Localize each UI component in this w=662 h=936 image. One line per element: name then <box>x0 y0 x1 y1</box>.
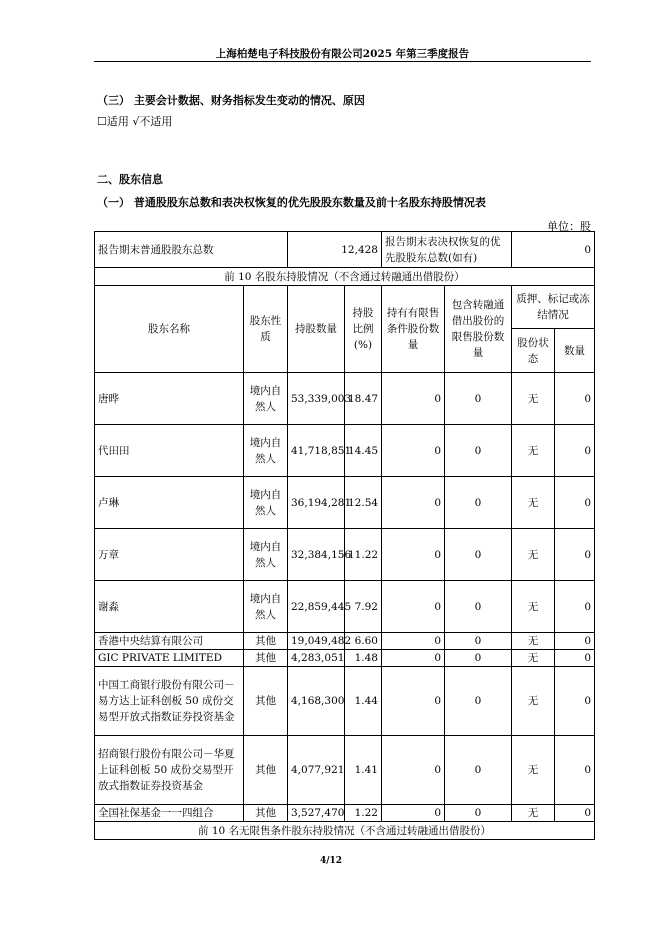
pledge-status: 无 <box>512 805 555 822</box>
pledge-quantity: 0 <box>555 805 595 822</box>
holding-ratio: 18.47 <box>345 373 382 425</box>
shareholder-row <box>95 477 595 529</box>
preferred-shareholders-label: 报告期末表决权恢复的优先股股东总数(如有) <box>382 232 512 268</box>
pledge-status: 无 <box>512 633 555 650</box>
col-pledge-status-header: 股份状态 <box>512 329 555 373</box>
holding-ratio: 12.54 <box>345 477 382 529</box>
restricted-shares: 0 <box>382 650 445 667</box>
shareholder-name: 代田田 <box>95 425 244 477</box>
section3-heading: （三） 主要会计数据、财务指标发生变动的情况、原因 <box>97 94 365 107</box>
pledge-status: 无 <box>512 477 555 529</box>
pledge-quantity: 0 <box>555 650 595 667</box>
pledge-status: 无 <box>512 373 555 425</box>
shares-held: 4,077,921 <box>288 736 345 805</box>
col-shares-header: 持股数量 <box>288 286 345 373</box>
pledge-quantity: 0 <box>555 529 595 581</box>
lending-restricted-shares: 0 <box>445 650 512 667</box>
shares-held: 22,859,445 <box>288 581 345 633</box>
col-lending-header: 包含转融通借出股份的限售股份数量 <box>445 286 512 373</box>
pledge-status: 无 <box>512 425 555 477</box>
pledge-quantity: 0 <box>555 581 595 633</box>
pledge-status: 无 <box>512 650 555 667</box>
col-nature-header: 股东性质 <box>244 286 288 373</box>
pledge-quantity: 0 <box>555 425 595 477</box>
shareholder-row <box>95 373 595 425</box>
lending-restricted-shares: 0 <box>445 667 512 736</box>
holding-ratio: 1.44 <box>345 667 382 736</box>
shareholders-sub-heading: （一） 普通股股东总数和表决权恢复的优先股股东数量及前十名股东持股情况表 <box>97 196 486 209</box>
restricted-shares: 0 <box>382 805 445 822</box>
shareholder-name: GIC PRIVATE LIMITED <box>95 650 244 667</box>
top10-title: 前 10 名股东持股情况（不含通过转融通出借股份） <box>95 268 595 286</box>
shareholder-nature: 境内自然人 <box>244 477 288 529</box>
restricted-shares: 0 <box>382 667 445 736</box>
shareholder-nature: 境内自然人 <box>244 425 288 477</box>
shareholder-nature: 境内自然人 <box>244 373 288 425</box>
shareholder-row <box>95 650 595 667</box>
holding-ratio: 1.41 <box>345 736 382 805</box>
col-pledge-qty-header: 数量 <box>555 329 595 373</box>
column-header-row <box>95 286 595 329</box>
restricted-shares: 0 <box>382 477 445 529</box>
shareholders-table <box>94 231 595 840</box>
holding-ratio: 14.45 <box>345 425 382 477</box>
shareholder-name: 香港中央结算有限公司 <box>95 633 244 650</box>
page-number: 4/12 <box>319 856 343 866</box>
restricted-shares: 0 <box>382 736 445 805</box>
shareholder-row <box>95 633 595 650</box>
lending-restricted-shares: 0 <box>445 633 512 650</box>
shareholder-name: 卢琳 <box>95 477 244 529</box>
shareholder-row <box>95 736 595 805</box>
shares-held: 41,718,851 <box>288 425 345 477</box>
holding-ratio: 1.48 <box>345 650 382 667</box>
shareholder-name: 招商银行股份有限公司－华夏上证科创板 50 成份交易型开放式指数证券投资基金 <box>95 736 244 805</box>
lending-restricted-shares: 0 <box>445 477 512 529</box>
lending-restricted-shares: 0 <box>445 425 512 477</box>
lending-restricted-shares: 0 <box>445 581 512 633</box>
shareholder-name: 唐晔 <box>95 373 244 425</box>
top10-title-row <box>95 268 595 286</box>
shareholder-nature: 其他 <box>244 633 288 650</box>
lending-restricted-shares: 0 <box>445 373 512 425</box>
pledge-quantity: 0 <box>555 736 595 805</box>
pledge-status: 无 <box>512 581 555 633</box>
col-name-header: 股东名称 <box>95 286 244 373</box>
preferred-shareholders-value: 0 <box>512 232 595 268</box>
restricted-shares: 0 <box>382 425 445 477</box>
header-rule <box>94 61 591 62</box>
shares-held: 4,168,300 <box>288 667 345 736</box>
pledge-status: 无 <box>512 736 555 805</box>
shareholder-row <box>95 529 595 581</box>
shareholders-heading: 二、股东信息 <box>97 173 163 186</box>
shares-held: 53,339,003 <box>288 373 345 425</box>
lending-restricted-shares: 0 <box>445 736 512 805</box>
pledge-quantity: 0 <box>555 373 595 425</box>
lending-restricted-shares: 0 <box>445 529 512 581</box>
shareholder-name: 全国社保基金一一四组合 <box>95 805 244 822</box>
shareholder-nature: 其他 <box>244 650 288 667</box>
col-pledge-header: 质押、标记或冻结情况 <box>512 286 595 329</box>
shareholder-name: 中国工商银行股份有限公司－易方达上证科创板 50 成份交易型开放式指数证券投资基金 <box>95 667 244 736</box>
pledge-quantity: 0 <box>555 477 595 529</box>
lending-restricted-shares: 0 <box>445 805 512 822</box>
shares-held: 4,283,051 <box>288 650 345 667</box>
unrestricted-title: 前 10 名无限售条件股东持股情况（不含通过转融通出借股份） <box>95 822 595 840</box>
restricted-shares: 0 <box>382 581 445 633</box>
pledge-status: 无 <box>512 529 555 581</box>
section3-options: ☐适用 √不适用 <box>97 115 173 128</box>
document-header: 上海柏楚电子科技股份有限公司2025 年第三季度报告 <box>215 48 470 60</box>
restricted-shares: 0 <box>382 529 445 581</box>
shareholder-nature: 其他 <box>244 736 288 805</box>
summary-row <box>95 232 595 268</box>
pledge-quantity: 0 <box>555 667 595 736</box>
total-shareholders-value: 12,428 <box>288 232 382 268</box>
shares-held: 19,049,482 <box>288 633 345 650</box>
shareholder-nature: 其他 <box>244 805 288 822</box>
shares-held: 36,194,281 <box>288 477 345 529</box>
holding-ratio: 6.60 <box>345 633 382 650</box>
shares-held: 32,384,156 <box>288 529 345 581</box>
total-shareholders-label: 报告期末普通股股东总数 <box>95 232 288 268</box>
shareholder-nature: 其他 <box>244 667 288 736</box>
holding-ratio: 11.22 <box>345 529 382 581</box>
holding-ratio: 1.22 <box>345 805 382 822</box>
shareholder-row <box>95 805 595 822</box>
shareholder-row <box>95 581 595 633</box>
pledge-quantity: 0 <box>555 633 595 650</box>
restricted-shares: 0 <box>382 633 445 650</box>
shareholder-nature: 境内自然人 <box>244 529 288 581</box>
col-restricted-header: 持有有限售条件股份数量 <box>382 286 445 373</box>
shareholder-row <box>95 425 595 477</box>
shareholder-name: 万章 <box>95 529 244 581</box>
restricted-shares: 0 <box>382 373 445 425</box>
shareholder-row <box>95 667 595 736</box>
shareholder-name: 谢淼 <box>95 581 244 633</box>
shareholder-nature: 境内自然人 <box>244 581 288 633</box>
holding-ratio: 7.92 <box>345 581 382 633</box>
pledge-status: 无 <box>512 667 555 736</box>
col-ratio-header: 持股比例(%) <box>345 286 382 373</box>
shares-held: 3,527,470 <box>288 805 345 822</box>
unrestricted-title-row <box>95 822 595 840</box>
unit-label: 单位：股 <box>547 220 591 233</box>
